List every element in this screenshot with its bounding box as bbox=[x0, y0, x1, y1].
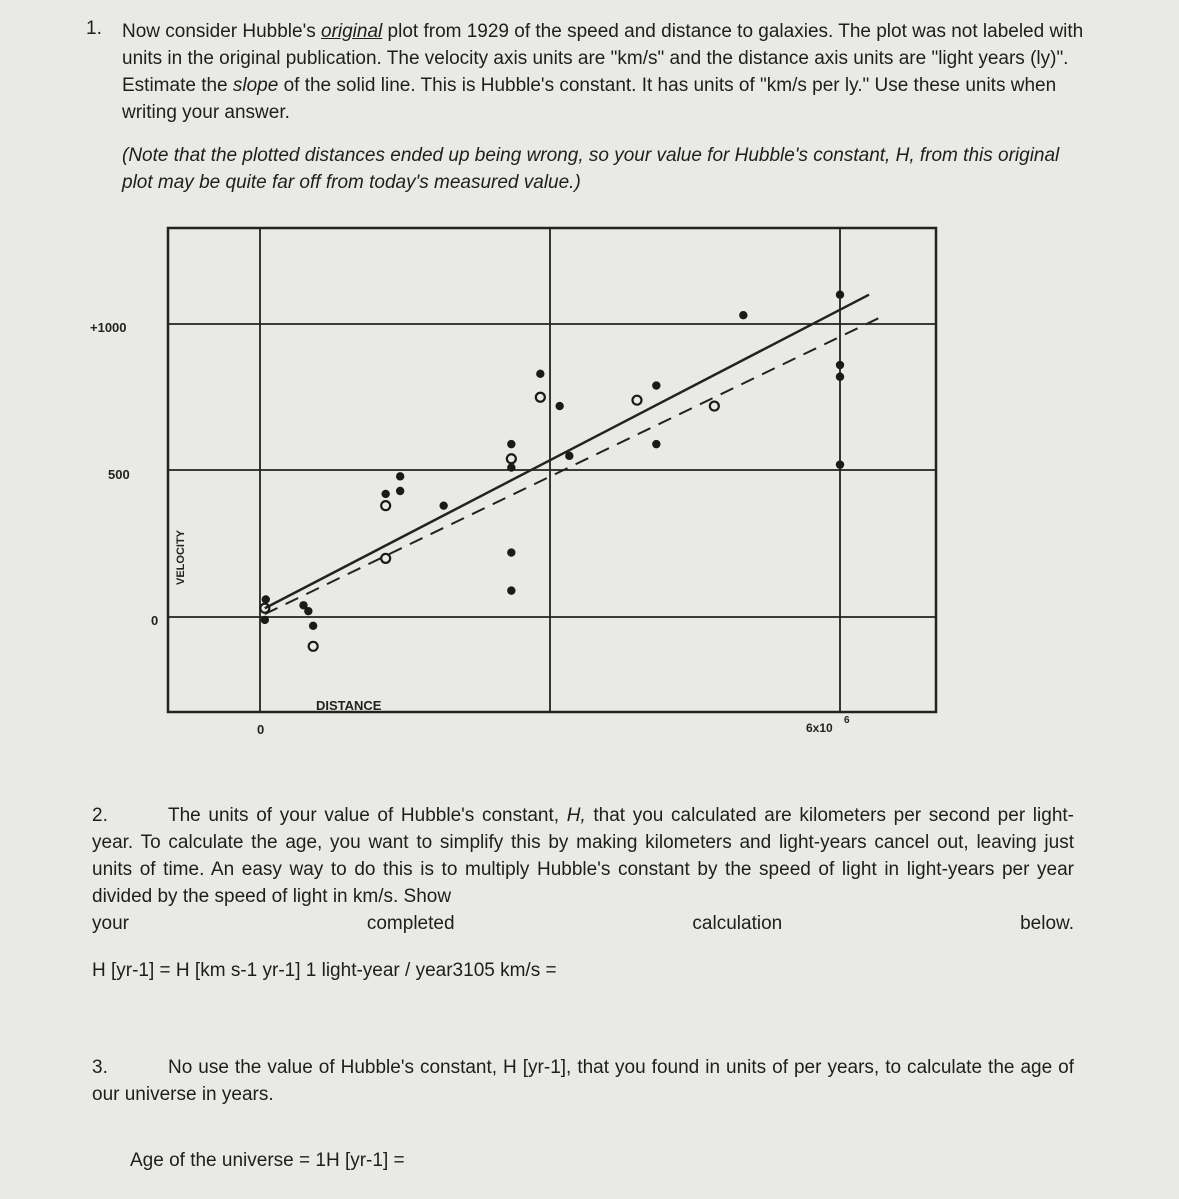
filled-data-point-15 bbox=[565, 452, 573, 460]
question-1-number: 1. bbox=[86, 18, 102, 39]
open-data-point-1 bbox=[309, 642, 318, 651]
solid-fit-line bbox=[265, 295, 869, 609]
filled-data-point-5 bbox=[381, 490, 389, 498]
y-axis-label: VELOCITY bbox=[175, 529, 187, 585]
filled-data-point-16 bbox=[652, 381, 660, 389]
filled-data-point-0 bbox=[261, 616, 269, 624]
filled-data-point-12 bbox=[507, 586, 515, 594]
question-3-number: 3. bbox=[92, 1057, 108, 1078]
question-2-number: 2. bbox=[92, 805, 108, 826]
hubble-plot bbox=[80, 220, 960, 750]
open-data-point-6 bbox=[633, 396, 642, 405]
question-2: 2. The units of your value of Hubble's constant, H, that you calculated are kilometers per second per light-year. To calculate the age, you want to simplify this by making kilometers and light-years cancel out, leaving just units of time. An easy way to do this is to multiply Hubble's constant by the speed of light in light-years per year divided by the speed of light in km/s. Show your completed calculation below. bbox=[92, 802, 1074, 937]
dashed-fit-line bbox=[265, 318, 879, 614]
y-tick-label-1000: +1000 bbox=[90, 320, 127, 335]
open-data-point-4 bbox=[507, 454, 516, 463]
h-emphasis: H, bbox=[566, 805, 586, 826]
filled-data-point-3 bbox=[304, 607, 312, 615]
filled-data-point-9 bbox=[507, 440, 515, 448]
original-emphasis: original bbox=[321, 21, 383, 42]
question-1-note: (Note that the plotted distances ended up being wrong, so your value for Hubble's constant, H, from this original plot may be quite far off from today's measured value.) bbox=[122, 145, 1060, 193]
question-2-last-line: your completed calculation below. bbox=[92, 913, 1074, 934]
x-tick-label-6e6: 6x10 bbox=[806, 721, 833, 735]
open-data-point-2 bbox=[381, 501, 390, 510]
filled-data-point-6 bbox=[396, 487, 404, 495]
filled-data-point-1 bbox=[262, 595, 270, 603]
filled-data-point-17 bbox=[652, 440, 660, 448]
x-tick-label-0: 0 bbox=[257, 722, 265, 737]
slope-emphasis: slope bbox=[232, 75, 279, 96]
age-of-universe-line: Age of the universe = 1H [yr-1] = bbox=[130, 1150, 405, 1171]
filled-data-point-7 bbox=[396, 472, 404, 480]
question-3-text: No use the value of Hubble's constant, H [yr-1], that you found in units of per years, to calculate the age of our universe in years. bbox=[92, 1057, 1074, 1105]
open-data-point-5 bbox=[536, 393, 545, 402]
open-data-point-7 bbox=[710, 402, 719, 411]
filled-data-point-22 bbox=[836, 460, 844, 468]
filled-data-point-18 bbox=[739, 311, 747, 319]
filled-data-point-14 bbox=[555, 402, 563, 410]
filled-data-point-11 bbox=[507, 548, 515, 556]
y-tick-label-500: 500 bbox=[108, 467, 130, 482]
plot-frame bbox=[168, 228, 936, 712]
filled-data-point-10 bbox=[507, 463, 515, 471]
filled-data-point-13 bbox=[536, 370, 544, 378]
question-3 bbox=[92, 1054, 1074, 1108]
x-tick-exponent: 6 bbox=[844, 715, 850, 726]
filled-data-point-19 bbox=[836, 291, 844, 299]
y-tick-label-0: 0 bbox=[151, 613, 159, 628]
x-axis-label: DISTANCE bbox=[316, 698, 382, 713]
question-1-text: Now consider Hubble's original plot from 1929 of the speed and distance to galaxies. The plot was not labeled with units in the original publication. The velocity axis units are "km/s" and the distance axis units are "light years (ly)". Estimate the slope of the solid line. This is Hubble's constant. It has units of "km/s per ly." Use these units when writing your answer. bbox=[122, 21, 1084, 123]
filled-data-point-20 bbox=[836, 361, 844, 369]
filled-data-point-21 bbox=[836, 373, 844, 381]
open-data-point-3 bbox=[381, 554, 390, 563]
hubble-conversion-formula: H [yr-1] = H [km s-1 yr-1] 1 light-year / year3105 km/s = bbox=[92, 960, 557, 981]
filled-data-point-4 bbox=[309, 622, 317, 630]
filled-data-point-8 bbox=[439, 501, 447, 509]
